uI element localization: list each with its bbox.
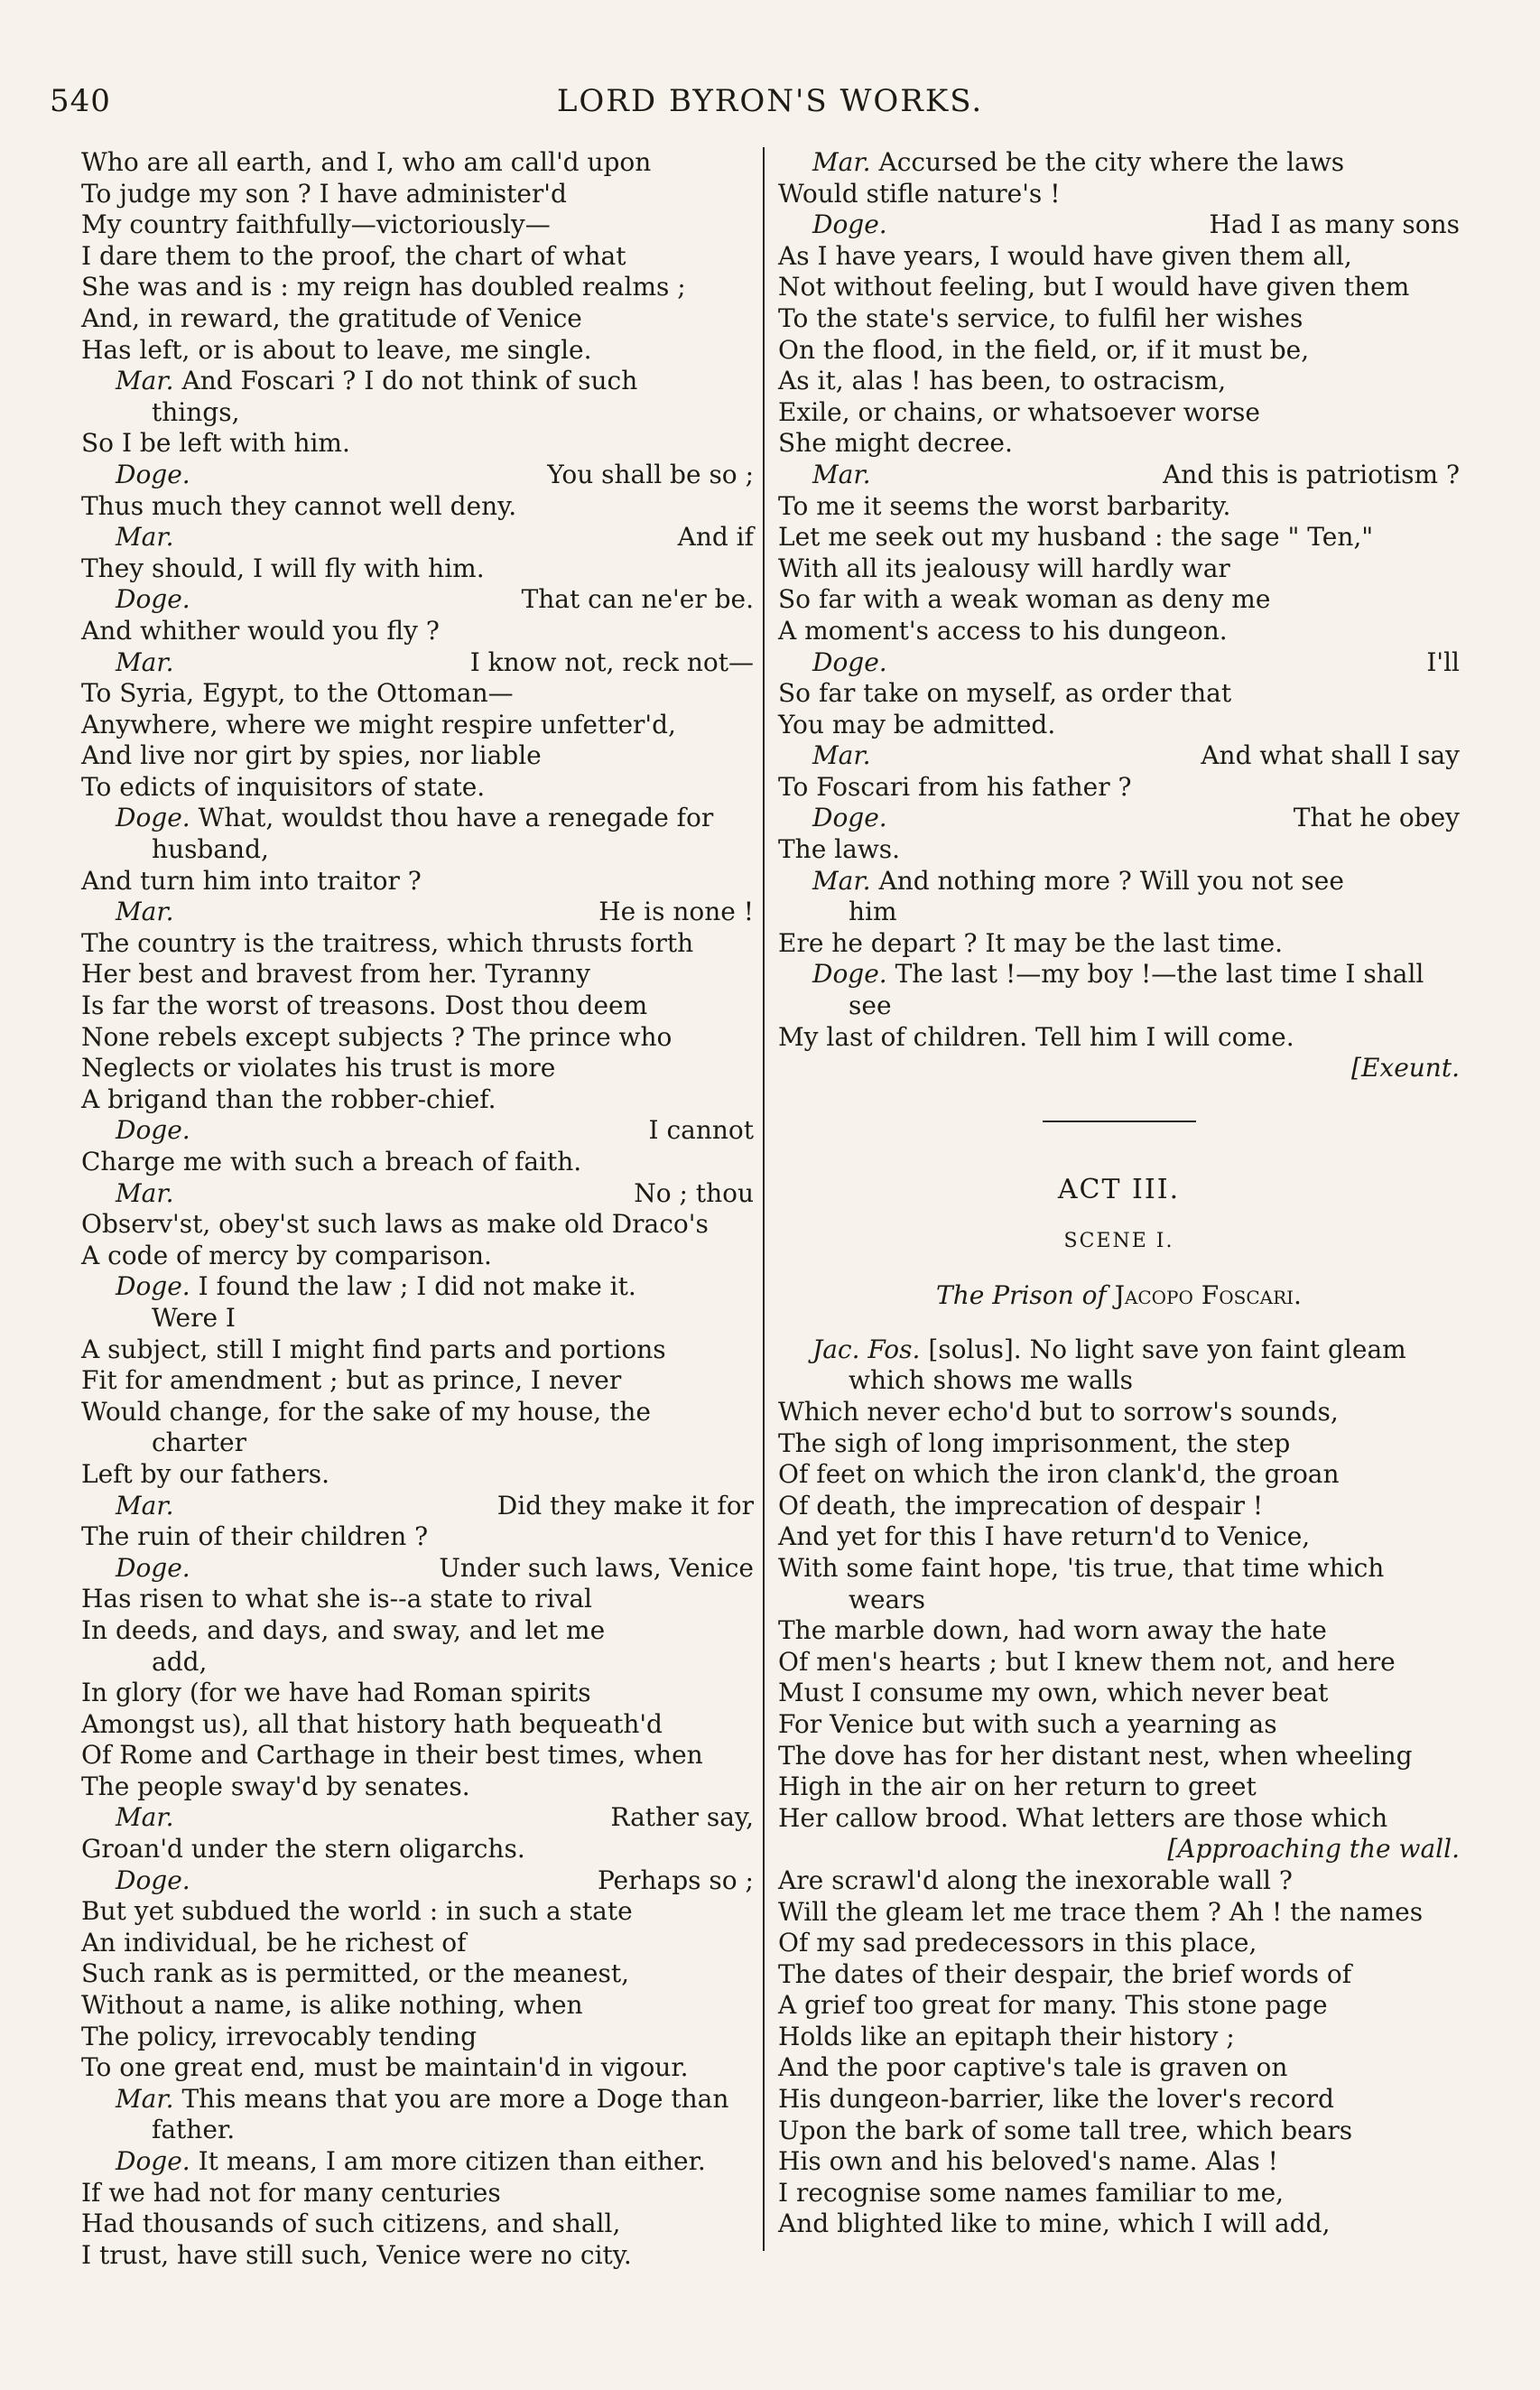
verse-line xyxy=(81,1740,754,1772)
verse-line xyxy=(81,1772,754,1803)
verse-text: A grief too great for many. This stone page xyxy=(778,1990,1328,2021)
verse-line xyxy=(778,1459,1460,1491)
verse-line xyxy=(778,740,1460,772)
scene-location-prefix: The Prison of xyxy=(936,1279,1115,1310)
verse-text: Who are all earth, and I, who am call'd upon xyxy=(81,147,652,177)
verse-line xyxy=(778,553,1460,585)
verse-line xyxy=(81,2209,754,2240)
verse-text: And live nor girt by spies, nor liable xyxy=(81,740,542,771)
verse-text: High in the air on her return to greet xyxy=(778,1772,1257,1802)
section-divider xyxy=(1043,1121,1196,1122)
verse-line xyxy=(81,209,754,241)
verse-line xyxy=(778,710,1460,741)
verse-text: My last of children. Tell him I will come. xyxy=(778,1021,1294,1052)
verse-line xyxy=(81,2052,754,2084)
verse-text: Exile, or chains, or whatsoever worse xyxy=(778,396,1260,427)
verse-text: And Foscari ? I do not think of such xyxy=(173,366,638,396)
speaker-name: Doge. xyxy=(116,2146,190,2176)
verse-line xyxy=(81,1271,754,1303)
verse-line xyxy=(81,1084,754,1116)
speaker-name: Mar. xyxy=(116,1802,174,1833)
verse-line xyxy=(778,928,1460,960)
speaker-name: Mar. xyxy=(812,459,871,489)
verse-text: Of Rome and Carthage in their best times, when xyxy=(81,1740,703,1771)
continuation-line: him xyxy=(849,897,897,927)
verse-text: Observ'st, obey'st such laws as make old Draco's xyxy=(81,1209,709,1240)
continuation-line: wears xyxy=(849,1584,925,1614)
verse-line xyxy=(81,803,754,834)
verse-text: Accursed be the city where the laws xyxy=(870,147,1345,177)
speaker-name: Mar. xyxy=(812,740,871,771)
verse-text: Will the gleam let me trace them ? Ah ! the names xyxy=(778,1896,1424,1927)
verse-line xyxy=(81,616,754,647)
verse-text: The people sway'd by senates. xyxy=(81,1771,470,1801)
verse-line xyxy=(81,1365,754,1397)
speaker-name: Doge. xyxy=(812,209,887,240)
verse-line xyxy=(81,522,754,553)
verse-line xyxy=(81,147,754,179)
verse-text: None rebels except subjects ? The prince who xyxy=(81,1021,673,1052)
verse-text-right: And what shall I say xyxy=(1201,740,1460,771)
speaker-name: Doge. xyxy=(116,1115,190,1146)
verse-text-right: And if xyxy=(677,522,754,553)
verse-text: The ruin of their children ? xyxy=(81,1521,429,1552)
verse-text: With all its jealousy will hardly war xyxy=(778,553,1230,583)
verse-line xyxy=(81,1802,754,1834)
verse-line xyxy=(778,1865,1460,1897)
stage-direction: [Exeunt. xyxy=(1351,1053,1460,1083)
verse-text-right: Rather say, xyxy=(610,1802,754,1833)
verse-line xyxy=(81,1147,754,1178)
verse-text: Is far the worst of treasons. Dost thou deem xyxy=(81,990,648,1021)
verse-line xyxy=(778,1990,1460,2022)
verse-text: This means that you are more a Doge than xyxy=(173,2083,729,2114)
continuation-line: add, xyxy=(152,1646,208,1677)
verse-text: Without a name, is alike nothing, when xyxy=(81,1990,583,2021)
verse-text: Amongst us), all that history hath bequeath'd xyxy=(81,1708,663,1739)
verse-line xyxy=(778,303,1460,335)
verse-line xyxy=(81,1209,754,1241)
speaker-name: Mar. xyxy=(116,1177,174,1208)
verse-text: Would stifle nature's ! xyxy=(778,178,1061,209)
verse-line xyxy=(778,1053,1460,1084)
continuation-line: charter xyxy=(152,1427,246,1458)
speaker-name: Doge. xyxy=(812,803,887,833)
verse-line xyxy=(81,1896,754,1928)
verse-line xyxy=(778,1553,1460,1585)
continuation-line: father. xyxy=(152,2115,236,2145)
verse-line xyxy=(81,1241,754,1272)
verse-text: Had thousands of such citizens, and shall, xyxy=(81,2209,621,2239)
verse-line xyxy=(81,897,754,928)
verse-text: Let me seek out my husband : the sage " Ten," xyxy=(778,522,1374,553)
verse-text-right: He is none ! xyxy=(598,897,754,927)
verse-line xyxy=(778,1647,1460,1679)
speaker-name: Doge. xyxy=(116,803,190,833)
verse-line xyxy=(81,1928,754,1959)
speaker-name: Mar. xyxy=(116,2083,174,2114)
verse-line xyxy=(81,740,754,772)
speaker-name: Doge. xyxy=(116,1271,190,1302)
verse-text: On the flood, in the field, or, if it must be, xyxy=(778,334,1310,365)
verse-text: Of men's hearts ; but I knew them not, and here xyxy=(778,1646,1396,1677)
verse-text: So far take on myself, as order that xyxy=(778,678,1232,709)
verse-line xyxy=(778,179,1460,210)
continuation-line: husband, xyxy=(152,834,269,865)
verse-text-right: Did they make it for xyxy=(496,1490,754,1520)
verse-line xyxy=(778,803,1460,834)
verse-text: His dungeon-barrier, like the lover's record xyxy=(778,2084,1334,2115)
verse-line xyxy=(778,147,1460,179)
verse-text: To judge my son ? I have administer'd xyxy=(81,178,567,209)
verse-text: In deeds, and days, and sway, and let me xyxy=(81,1614,606,1645)
verse-text: Of feet on which the iron clank'd, the groan xyxy=(778,1459,1340,1490)
verse-line xyxy=(81,303,754,335)
verse-text: For Venice but with such a yearning as xyxy=(778,1708,1277,1739)
verse-text: As I have years, I would have given them all, xyxy=(778,240,1352,271)
verse-text: Thus much they cannot well deny. xyxy=(81,490,517,521)
verse-text: I trust, have still such, Venice were no city. xyxy=(81,2239,632,2270)
verse-text: To one great end, must be maintain'd in vigour. xyxy=(81,2052,689,2083)
verse-line xyxy=(778,584,1460,616)
verse-text-right: Perhaps so ; xyxy=(597,1865,754,1895)
verse-line xyxy=(778,241,1460,273)
verse-line xyxy=(81,1459,754,1491)
verse-line xyxy=(81,428,754,460)
verse-line xyxy=(81,2084,754,2116)
verse-line xyxy=(778,2052,1460,2084)
verse-text: His own and his beloved's name. Alas ! xyxy=(778,2146,1278,2177)
verse-text: To edicts of inquisitors of state. xyxy=(81,771,486,802)
verse-line xyxy=(778,1334,1460,1366)
verse-text: The dates of their despair, the brief words of xyxy=(778,1958,1352,1989)
verse-line xyxy=(81,647,754,679)
verse-text: To Foscari from his father ? xyxy=(778,771,1132,802)
right-column xyxy=(778,147,1460,2240)
verse-line xyxy=(778,647,1460,679)
verse-text-right: I know not, reck not— xyxy=(469,646,754,677)
verse-line xyxy=(778,366,1460,397)
verse-line xyxy=(778,2022,1460,2053)
verse-text-right: I'll xyxy=(1426,646,1460,677)
verse-text: My country faithfully—victoriously— xyxy=(81,209,551,240)
verse-line xyxy=(81,772,754,804)
verse-line xyxy=(81,335,754,367)
verse-text: And nothing more ? Will you not see xyxy=(870,865,1344,896)
speaker-name: Doge. xyxy=(116,584,190,615)
verse-text-right: Under such laws, Venice xyxy=(439,1552,754,1583)
verse-text-right: You shall be so ; xyxy=(547,459,754,489)
speaker-name: Mar. xyxy=(116,522,174,553)
verse-text: As it, alas ! has been, to ostracism, xyxy=(778,366,1227,396)
verse-text: Neglects or violates his trust is more xyxy=(81,1053,556,1083)
verse-text: Of death, the imprecation of despair ! xyxy=(778,1490,1264,1520)
verse-text: Ere he depart ? It may be the last time. xyxy=(778,927,1284,958)
verse-line xyxy=(81,1678,754,1709)
verse-text-right: I cannot xyxy=(648,1115,754,1146)
verse-text: But yet subdued the world : in such a state xyxy=(81,1896,633,1927)
verse-text: The last !—my boy !—the last time I shall xyxy=(886,959,1424,990)
verse-text: The laws. xyxy=(778,834,901,865)
verse-line xyxy=(778,460,1460,491)
verse-line xyxy=(81,866,754,897)
verse-line xyxy=(81,2178,754,2209)
verse-line xyxy=(778,1834,1460,1865)
page-header xyxy=(0,83,1540,125)
verse-line xyxy=(81,2146,754,2178)
left-column xyxy=(81,147,754,2271)
speaker-name: Mar. xyxy=(116,646,174,677)
verse-text: And yet for this I have return'd to Venice, xyxy=(778,1521,1311,1552)
verse-text: The dove has for her distant nest, when wheeling xyxy=(778,1740,1413,1771)
verse-line xyxy=(81,491,754,523)
verse-text: They should, I will fly with him. xyxy=(81,553,485,583)
verse-line xyxy=(778,1678,1460,1709)
verse-line xyxy=(81,928,754,960)
verse-text: [solus]. No light save yon faint gleam xyxy=(920,1334,1406,1364)
verse-text: And whither would you fly ? xyxy=(81,615,440,646)
speaker-name: Mar. xyxy=(116,897,174,927)
verse-text: Has risen to what she is--a state to rival xyxy=(81,1584,593,1614)
verse-line xyxy=(778,772,1460,804)
continuation-line: which shows me walls xyxy=(849,1365,1134,1396)
verse-text-right: That can ne'er be. xyxy=(521,584,754,615)
verse-line xyxy=(81,460,754,491)
verse-line xyxy=(81,1553,754,1585)
page-number: 540 xyxy=(50,83,111,119)
verse-line xyxy=(81,366,754,397)
verse-text: Holds like an epitaph their history ; xyxy=(778,2021,1235,2051)
verse-line xyxy=(81,1615,754,1647)
verse-text: I dare them to the proof, the chart of what xyxy=(81,240,626,271)
verse-line xyxy=(81,272,754,303)
verse-line xyxy=(778,616,1460,647)
verse-text: Must I consume my own, which never beat xyxy=(778,1678,1329,1708)
verse-text: The policy, irrevocably tending xyxy=(81,2021,478,2051)
verse-text: Which never echo'd but to sorrow's sounds, xyxy=(778,1397,1339,1427)
verse-text-right: No ; thou xyxy=(634,1177,754,1208)
verse-line xyxy=(81,1709,754,1741)
verse-line xyxy=(81,179,754,210)
verse-text: I recognise some names familiar to me, xyxy=(778,2177,1285,2208)
verse-line xyxy=(778,1521,1460,1553)
verse-text: So far with a weak woman as deny me xyxy=(778,584,1271,615)
speaker-name: Mar. xyxy=(116,1490,174,1520)
right-column-bottom xyxy=(778,1334,1460,2240)
verse-text: Charge me with such a breach of faith. xyxy=(81,1147,582,1176)
verse-line xyxy=(81,990,754,1022)
verse-line xyxy=(81,1865,754,1897)
verse-line xyxy=(778,1615,1460,1647)
verse-line xyxy=(778,2116,1460,2147)
verse-line xyxy=(778,959,1460,990)
speaker-name: Doge. xyxy=(116,459,190,489)
verse-text: I found the law ; I did not make it. xyxy=(190,1271,636,1302)
verse-line xyxy=(81,1491,754,1522)
verse-line xyxy=(81,1958,754,1990)
verse-line xyxy=(81,959,754,990)
verse-line xyxy=(778,2146,1460,2178)
verse-line xyxy=(778,1928,1460,1959)
verse-text-right: And this is patriotism ? xyxy=(1163,459,1460,489)
verse-line xyxy=(778,428,1460,460)
verse-text: To the state's service, to fulfil her wishes xyxy=(778,302,1303,333)
verse-line xyxy=(81,1834,754,1865)
verse-line xyxy=(778,397,1460,429)
verse-text: Her callow brood. What letters are those which xyxy=(778,1802,1388,1833)
verse-line xyxy=(778,522,1460,553)
verse-line xyxy=(778,1897,1460,1929)
verse-line xyxy=(778,678,1460,710)
verse-line xyxy=(81,584,754,616)
scene-location-name: Jacopo Foscari. xyxy=(1114,1279,1302,1310)
verse-line xyxy=(778,1959,1460,1991)
verse-text: A moment's access to his dungeon. xyxy=(778,615,1228,646)
continuation-line: Were I xyxy=(152,1302,236,1333)
verse-line xyxy=(81,1053,754,1084)
speaker-name: Mar. xyxy=(116,366,174,396)
verse-line xyxy=(778,272,1460,303)
verse-text: Would change, for the sake of my house, the xyxy=(81,1396,651,1427)
verse-line xyxy=(778,1772,1460,1803)
verse-line xyxy=(778,1803,1460,1835)
verse-line xyxy=(778,1709,1460,1741)
verse-text: Not without feeling, but I would have given them xyxy=(778,272,1410,302)
verse-line xyxy=(81,1178,754,1210)
verse-text: And the poor captive's tale is graven on xyxy=(778,2052,1288,2083)
verse-text: A code of mercy by comparison. xyxy=(81,1240,492,1270)
verse-line xyxy=(81,1521,754,1553)
verse-text: To me it seems the worst barbarity. xyxy=(778,490,1231,521)
verse-text: What, wouldst thou have a renegade for xyxy=(190,803,714,833)
verse-line xyxy=(778,335,1460,367)
verse-text: And blighted like to mine, which I will add, xyxy=(778,2209,1331,2239)
speaker-name: Doge. xyxy=(812,646,887,677)
verse-text-right: Had I as many sons xyxy=(1209,209,1460,240)
verse-line xyxy=(778,1022,1460,1054)
verse-text: And turn him into traitor ? xyxy=(81,865,422,896)
verse-text: Her best and bravest from her. Tyranny xyxy=(81,959,590,990)
verse-text: Groan'd under the stern oligarchs. xyxy=(81,1834,525,1865)
verse-text: Has left, or is about to leave, me single. xyxy=(81,334,592,365)
verse-text: With some faint hope, 'tis true, that time which xyxy=(778,1552,1385,1583)
speaker-name: Mar. xyxy=(812,147,871,177)
verse-line xyxy=(81,1584,754,1615)
running-title: LORD BYRON'S WORKS. xyxy=(556,83,984,119)
verse-line xyxy=(778,1428,1460,1460)
verse-text: Left by our fathers. xyxy=(81,1458,330,1489)
verse-text: Are scrawl'd along the inexorable wall ? xyxy=(778,1865,1293,1895)
speaker-name: Doge. xyxy=(812,959,887,990)
verse-text: You may be admitted. xyxy=(778,709,1056,739)
speaker-name: Doge. xyxy=(116,1552,190,1583)
verse-line xyxy=(778,2209,1460,2240)
scene-location xyxy=(778,1280,1460,1334)
verse-text: A subject, still I might find parts and portions xyxy=(81,1334,666,1364)
verse-text: In glory (for we have had Roman spirits xyxy=(81,1678,591,1708)
verse-text: The country is the traitress, which thrusts forth xyxy=(81,927,694,958)
verse-text: She was and is : my reign has doubled realms ; xyxy=(81,272,686,302)
speaker-name: Jac. Fos. xyxy=(812,1334,921,1364)
verse-line xyxy=(81,1022,754,1054)
verse-line xyxy=(81,1990,754,2022)
stage-direction: [Approaching the wall. xyxy=(1167,1834,1460,1865)
verse-line xyxy=(778,834,1460,866)
right-column-top xyxy=(778,147,1460,1084)
verse-line xyxy=(778,2084,1460,2116)
verse-text: It means, I am more citizen than either. xyxy=(190,2146,706,2176)
verse-text: Of my sad predecessors in this place, xyxy=(778,1928,1257,1958)
verse-text: She might decree. xyxy=(778,428,1013,459)
verse-line xyxy=(81,710,754,741)
verse-line xyxy=(778,866,1460,897)
verse-line xyxy=(81,553,754,585)
verse-text-right: That he obey xyxy=(1293,803,1460,833)
verse-text: If we had not for many centuries xyxy=(81,2177,501,2208)
verse-line xyxy=(81,678,754,710)
verse-line xyxy=(778,1741,1460,1772)
verse-text: Fit for amendment ; but as prince, I never xyxy=(81,1365,622,1396)
verse-text: A brigand than the robber-chief. xyxy=(81,1083,496,1114)
verse-text: An individual, be he richest of xyxy=(81,1927,467,1958)
verse-text: And, in reward, the gratitude of Venice xyxy=(81,302,582,333)
verse-text: Anywhere, where we might respire unfetter'd, xyxy=(81,709,676,739)
verse-line xyxy=(81,1115,754,1147)
verse-text: To Syria, Egypt, to the Ottoman— xyxy=(81,678,514,709)
continuation-line: see xyxy=(849,990,892,1021)
verse-line xyxy=(81,2022,754,2053)
act-heading: ACT III. xyxy=(1057,1173,1181,1205)
verse-line xyxy=(778,2178,1460,2209)
verse-line xyxy=(778,1397,1460,1428)
verse-line xyxy=(81,2240,754,2272)
verse-text: So I be left with him. xyxy=(81,428,350,459)
verse-text: Upon the bark of some tall tree, which bears xyxy=(778,2115,1353,2145)
verse-line xyxy=(778,1491,1460,1522)
verse-line xyxy=(81,1334,754,1366)
verse-line xyxy=(778,491,1460,523)
column-rule xyxy=(763,147,765,2251)
verse-line xyxy=(81,241,754,273)
speaker-name: Mar. xyxy=(812,865,871,896)
verse-text: Such rank as is permitted, or the meanest, xyxy=(81,1958,630,1989)
verse-line xyxy=(778,209,1460,241)
verse-line xyxy=(81,1397,754,1428)
verse-text: The marble down, had worn away the hate xyxy=(778,1615,1327,1646)
speaker-name: Doge. xyxy=(116,1865,190,1895)
scene-heading: SCENE I. xyxy=(1063,1229,1174,1252)
continuation-line: things, xyxy=(152,396,240,427)
verse-text: The sigh of long imprisonment, the step xyxy=(778,1427,1291,1458)
